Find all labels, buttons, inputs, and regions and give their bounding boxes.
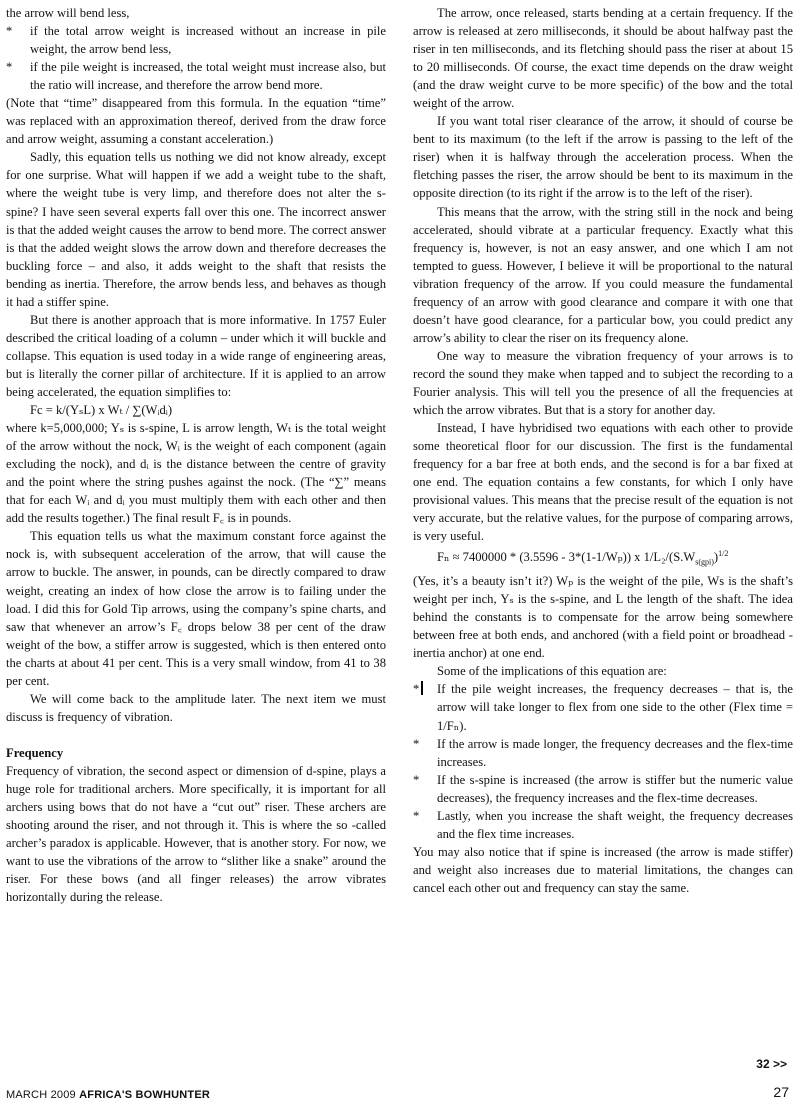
footer-magazine-name: AFRICA'S BOWHUNTER <box>79 1089 210 1101</box>
paragraph: The arrow, once released, starts bending at a certain frequency. If the arrow is released at zero milliseconds, it should be about halfway past the riser in ten milliseconds, and its fletching should pass the riser at about 15 to 20 milliseconds. Of course, the exact time depends on the draw weight (and the draw weight curve to be more specific) of the bow and the total weight of the arrow. <box>413 6 793 111</box>
paragraph: This equation tells us what the maximum constant force against the nock is, with subsequent acceleration of the arrow, that will cause the arrow to buckle. The answer, in pounds, can be directly compared to draw weight, creating an index of how close the arrow is to failing under the load. I did this for Gold Tip arrows, using the company’s spine charts, and saw that whenever an arrow’s F꜀ drops below 38 per cent of the draw weight of the bow, a stiffer arrow is suggested, which is then entered onto the charts at about 41 per cent. This is a very small window, from 41 to 38 per cent. <box>6 529 386 688</box>
paragraph: This means that the arrow, with the string still in the nock and being accelerated, should vibrate at a particular frequency. Exactly what this frequency is, however, is not an easy answer, and one which I am not tempted to guess. However, I believe it will be proportional to the natural vibration frequency of the arrow. If you could measure the fundamental frequency of an arrow with good clearance and compare it with one that doesn’t have good clearance, for a particular bow, you could predict any arrow’s ability to clear the riser on its frequency alone. <box>413 204 793 345</box>
paragraph: Instead, I have hybridised two equations with each other to provide some theoretical floor for our discussion. The first is the fundamental frequency for a bar free at both ends, and the second is for a bar fixed at one end. The equation contains a few constants, for which I only have provisional values. This means that the precise result of the equation is not very accurate, but the relative values, for the purpose of comparing arrows, is very useful. <box>413 421 793 544</box>
equation-subscript: s(gpi) <box>695 558 714 568</box>
paragraph: the arrow will bend less, <box>6 6 130 20</box>
page-number: 27 <box>773 1084 789 1100</box>
bullet-item <box>6 58 386 94</box>
bullet-mark: * <box>413 808 420 823</box>
equation-frequency <box>413 545 793 572</box>
bullet-text: if the pile weight is increased, the total weight must increase also, but the ratio will increase, and therefore the arrow bend more. <box>30 60 386 93</box>
paragraph: We will come back to the amplitude later. The next item we must discuss is frequency of vibration. <box>6 691 386 724</box>
paragraph: But there is another approach that is more informative. In 1757 Euler described the critical loading of a column – under which it will buckle and collapse. This equation is used today in a wide range of engineering areas, but is literally the corner pillar of architecture. If it is applied to an arrow being accelerated, the equation simplifies to: <box>6 312 386 399</box>
bullet-mark: * <box>413 680 437 698</box>
equation-close: ) <box>713 550 719 565</box>
right-column <box>413 4 793 897</box>
bullet-text: If the arrow is made longer, the frequency decreases and the flex-time increases. <box>437 736 793 769</box>
paragraph: where k=5,000,000; Yₛ is s-spine, L is arrow length, Wₜ is the total weight of the arrow without the nock, Wᵢ is the weight of each component (again excluding the nock), and dᵢ is the distance between the centre of gravity and the point where the string pushes against the nock. (The “∑” means that for each Wᵢ and dᵢ you must multiply them with each other and then add the results together.) The final result F꜀ is in pounds. <box>6 421 386 526</box>
bullet-item <box>413 680 793 734</box>
left-column <box>6 4 386 906</box>
text-cursor <box>421 681 423 695</box>
paragraph: If you want total riser clearance of the arrow, it should of course be bent to its maximum (to the left if the arrow is passing to the left of the riser) when it is halfway through the acceleration process. When the fletching passes the riser, the arrow should be bent to its maximum in the opposite direction (to its right if the arrow is to the left of the riser). <box>413 114 793 201</box>
section-heading: Frequency <box>6 745 64 760</box>
bullet-mark: * <box>413 736 420 751</box>
footer-masthead <box>6 1089 210 1101</box>
equation-main: Fₙ ≈ 7400000 * (3.5596 - 3*(1-1/Wₚ)) x 1/L₂/(S.W <box>437 550 696 565</box>
paragraph: One way to measure the vibration frequency of your arrows is to record the sound they make when tapped and to subject the recording to a Fourier analysis. This will tell you the presence of all the frequencies at which the arrow vibrates. But that is a story for another day. <box>413 348 793 418</box>
paragraph: Sadly, this equation tells us nothing we did not know already, except for one surprise. What will happen if we add a weight tube to the shaft, where the weight tube is very limp, and therefore does not alter the s-spine? I have seen several experts fall over this one. The incorrect answer is that the added weight causes the arrow to bend more. The correct answer is that the added weight slows the arrow down and therefore decreases the buckling force – and also, it adds weight to the shaft that resists the bending as inertia. Therefore, the arrow bends less, and behaves as though it had a stiffer spine. <box>6 150 386 309</box>
paragraph: You may also notice that if spine is increased (the arrow is made stiffer) and weight also increases due to material limitations, the changes can cancel each other out and frequency can stay the same. <box>413 844 793 895</box>
bullet-mark: * <box>413 772 420 787</box>
paragraph: Frequency of vibration, the second aspect or dimension of d-spine, plays a huge role for traditional archers. More specifically, it is important for all archers using bows that do not have a “cut out” riser. These archers are shooting around the riser, and not through it. This is where the so -called archer’s paradox is applicable. However, that is another story. For now, we want to use the vibrations of the arrow to “slither like a snake” around the riser. For these bows (and all finger releases) the arrow vibrates horizontally during the release. <box>6 763 386 905</box>
continued-on-page-link[interactable]: 32 >> <box>756 1057 787 1071</box>
equation-buckling-force: Fc = k/(YₛL) x Wₜ / ∑(Wᵢdᵢ) <box>30 403 173 418</box>
bullet-mark: * <box>6 24 13 39</box>
paragraph: (Note that “time” disappeared from this formula. In the equation “time” was replaced with an approximation thereof, derived from the draw force and arrow weight, assuming a constant acceleration.) <box>6 96 386 147</box>
bullet-item <box>413 735 793 771</box>
paragraph: Some of the implications of this equation are: <box>437 664 667 679</box>
bullet-text: Lastly, when you increase the shaft weight, the frequency decreases and the flex time increases. <box>437 808 793 841</box>
footer-month: MARCH 2009 <box>6 1089 76 1101</box>
bullet-item <box>413 807 793 843</box>
bullet-text: If the s-spine is increased (the arrow is stiffer but the numeric value decreases), the frequency increases and the flex-time decreases. <box>437 772 793 805</box>
bullet-mark: * <box>6 60 13 75</box>
bullet-text: if the total arrow weight is increased without an increase in pile weight, the arrow bend less, <box>30 24 386 57</box>
bullet-item <box>6 22 386 58</box>
equation-superscript: 1/2 <box>718 549 729 559</box>
bullet-text: If the pile weight increases, the frequency decreases – that is, the arrow will take longer to flex from one side to the other (Flex time = 1/Fₙ). <box>437 682 793 733</box>
paragraph: (Yes, it’s a beauty isn’t it?) Wₚ is the weight of the pile, Ws is the shaft’s weight per inch, Yₛ is the s-spine, and L the length of the shaft. The idea behind the constants is to compensate for the arrow being somewhere between free at both ends, and anchored (with a field point or broadhead - inertia anchor) at one end. <box>413 574 793 661</box>
bullet-item <box>413 771 793 807</box>
